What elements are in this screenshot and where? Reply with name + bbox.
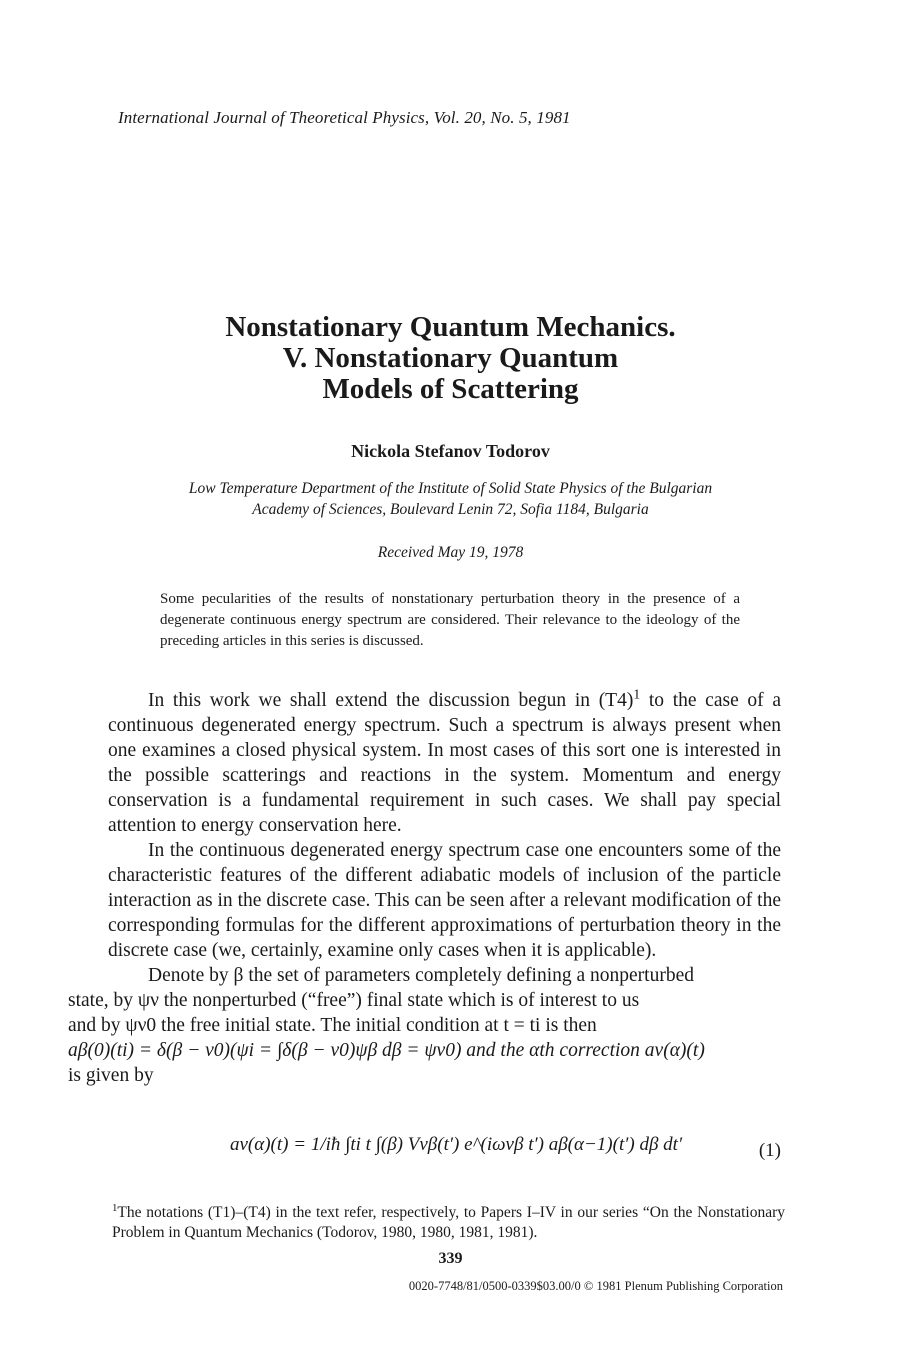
title-line-2: V. Nonstationary Quantum bbox=[282, 342, 619, 374]
received-date: Received May 19, 1978 bbox=[377, 544, 524, 561]
p1-text-a: In this work we shall extend the discussion begun in (T4) bbox=[148, 690, 634, 711]
footnote-text: The notations (T1)–(T4) in the text refer, respectively, to Papers I–IV in our series “On the Nonstationary Problem in Quantum Mechanics (Todorov, 1980, 1980, 1981, 1981). bbox=[112, 1204, 785, 1241]
p3-line-4: aβ(0)(ti) = δ(β − ν0)(ψi = ∫δ(β − ν0)ψβ dβ = ψν0) and the αth correction aν(α)(t) bbox=[68, 1040, 705, 1061]
title-line-3: Models of Scattering bbox=[322, 373, 579, 405]
paragraph-2: In the continuous degenerated energy spectrum case one encounters some of the characteristic features of the different adiabatic models of inclusion of the particle interaction as in the discrete case. This can be seen after a relevant modification of the corresponding formulas for the different approximations of perturbation theory in the discrete case (we, certainly, examine only cases when it is applicable). bbox=[108, 840, 781, 961]
paragraph-1 bbox=[108, 688, 781, 838]
equation-1 bbox=[108, 1130, 781, 1184]
article-title bbox=[0, 312, 901, 405]
p3-line-3: and by ψν0 the free initial state. The initial condition at t = ti is then bbox=[68, 1015, 597, 1036]
equation-formula: aν(α)(t) = 1/iħ ∫ti t ∫(β) Vνβ(t′) e^(iωνβ t′) aβ(α−1)(t′) dβ dt′ bbox=[230, 1134, 683, 1155]
footnote-ref: 1 bbox=[633, 686, 641, 702]
footnote bbox=[112, 1203, 785, 1243]
title-line-1: Nonstationary Quantum Mechanics. bbox=[225, 311, 676, 343]
body-text bbox=[68, 686, 781, 1088]
copyright-line: 0020-7748/81/0500-0339$03.00/0 © 1981 Plenum Publishing Corporation bbox=[408, 1279, 783, 1293]
equation-number: (1) bbox=[758, 1140, 781, 1161]
journal-citation: International Journal of Theoretical Physics, Vol. 20, No. 5, 1981 bbox=[118, 108, 571, 127]
author-name: Nickola Stefanov Todorov bbox=[351, 441, 550, 461]
p3-line-2: state, by ψν the nonperturbed (“free”) final state which is of interest to us bbox=[68, 990, 640, 1011]
paragraph-3 bbox=[68, 963, 781, 1088]
affiliation bbox=[0, 478, 901, 520]
footnote-marker: 1 bbox=[112, 1201, 118, 1214]
p1-text-b: to the case of a continuous degenerated energy spectrum. Such a spectrum is always present when one examines a closed physical system. In most cases of this sort one is interested in the possible scatterings and reactions in the system. Momentum and energy conservation is a fundamental requirement in such cases. We shall pay special attention to energy conservation here. bbox=[108, 690, 781, 836]
abstract: Some pecularities of the results of nonstationary perturbation theory in the presence of a degenerate continuous energy spectrum are considered. Their relevance to the ideology of the preceding articles in this series is discussed. bbox=[160, 591, 740, 649]
p3-line-1: Denote by β the set of parameters completely defining a nonperturbed bbox=[148, 965, 694, 986]
affiliation-line-2: Academy of Sciences, Boulevard Lenin 72, Sofia 1184, Bulgaria bbox=[252, 501, 649, 518]
page-number: 339 bbox=[438, 1250, 463, 1267]
p3-line-5: is given by bbox=[68, 1065, 154, 1086]
affiliation-line-1: Low Temperature Department of the Institute of Solid State Physics of the Bulgarian bbox=[188, 480, 713, 497]
